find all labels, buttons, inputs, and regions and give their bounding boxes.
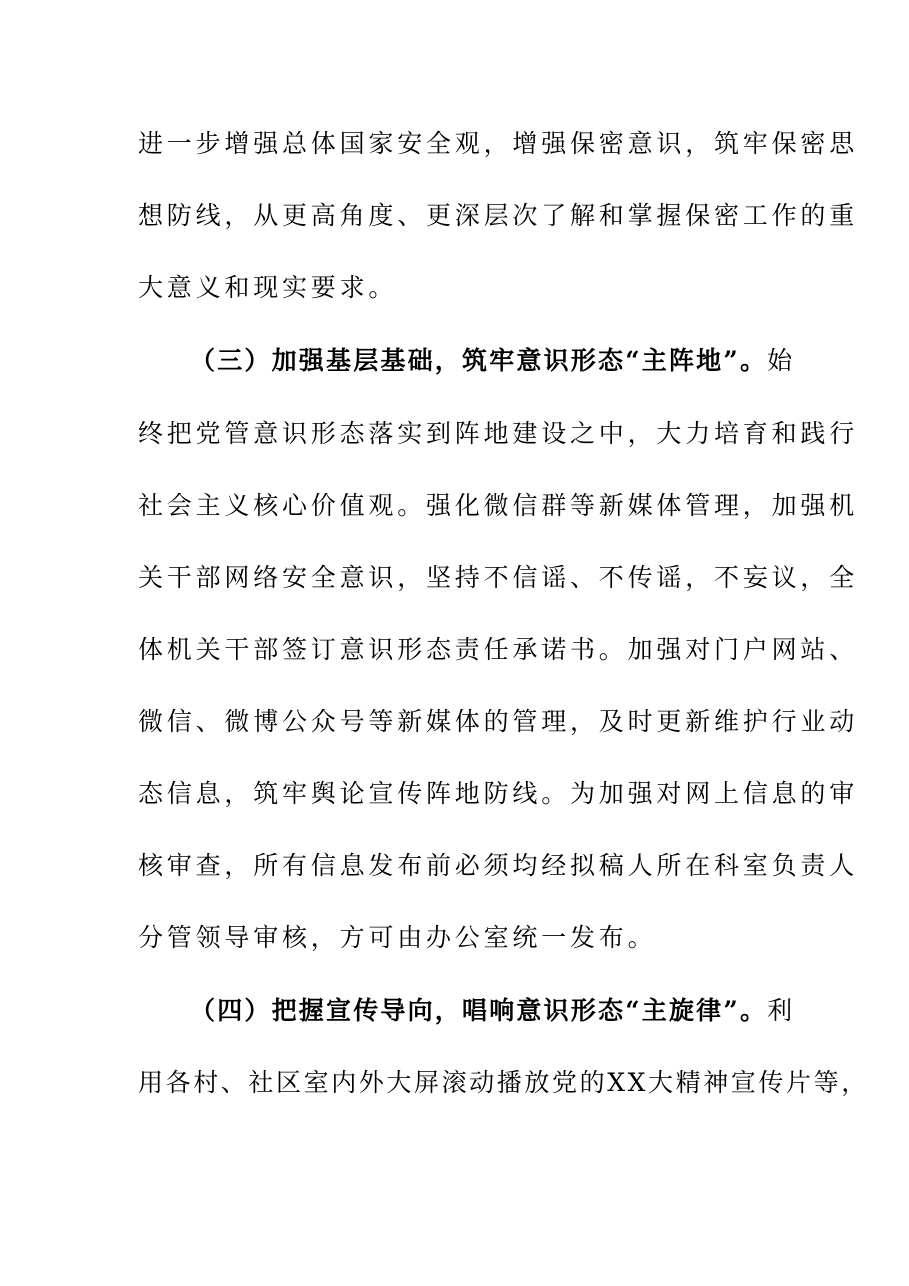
- paragraph-line: 终把党管意识形态落实到阵地建设之中，大力培育和践行: [138, 419, 859, 448]
- paragraph-line: 核审查，所有信息发布前必须均经拟稿人所在科室负责人: [138, 851, 859, 880]
- paragraph-line: 微信、微博公众号等新媒体的管理，及时更新维护行业动: [138, 707, 859, 736]
- section-heading-line: [190, 341, 796, 381]
- paragraph-line: 分管领导审核，方可由办公室统一发布。: [138, 923, 657, 952]
- paragraph-line: 关干部网络安全意识，坚持不信谣、不传谣，不妄议，全: [138, 563, 859, 592]
- heading-line-tail: 利: [767, 996, 796, 1025]
- paragraph-line: 社会主义核心价值观。强化微信群等新媒体管理，加强机: [138, 491, 859, 520]
- paragraph-line: 用各村、社区室内外大屏滚动播放党的XX大精神宣传片等，: [138, 1068, 869, 1097]
- section-heading-3: （三）加强基层基础，筑牢意识形态“主阵地”。: [190, 346, 768, 375]
- paragraph-line: 体机关干部签订意识形态责任承诺书。加强对门户网站、: [138, 635, 859, 664]
- paragraph-line: 进一步增强总体国家安全观，增强保密意识，筑牢保密思: [138, 129, 859, 158]
- paragraph-line: 大意义和现实要求。: [138, 273, 398, 302]
- section-heading-line: [190, 991, 796, 1031]
- paragraph-line: 态信息，筑牢舆论宣传阵地防线。为加强对网上信息的审: [138, 779, 859, 808]
- heading-line-tail: 始: [767, 346, 796, 375]
- paragraph-line: 想防线，从更高角度、更深层次了解和掌握保密工作的重: [138, 201, 859, 230]
- section-heading-4: （四）把握宣传导向，唱响意识形态“主旋律”。: [190, 996, 768, 1025]
